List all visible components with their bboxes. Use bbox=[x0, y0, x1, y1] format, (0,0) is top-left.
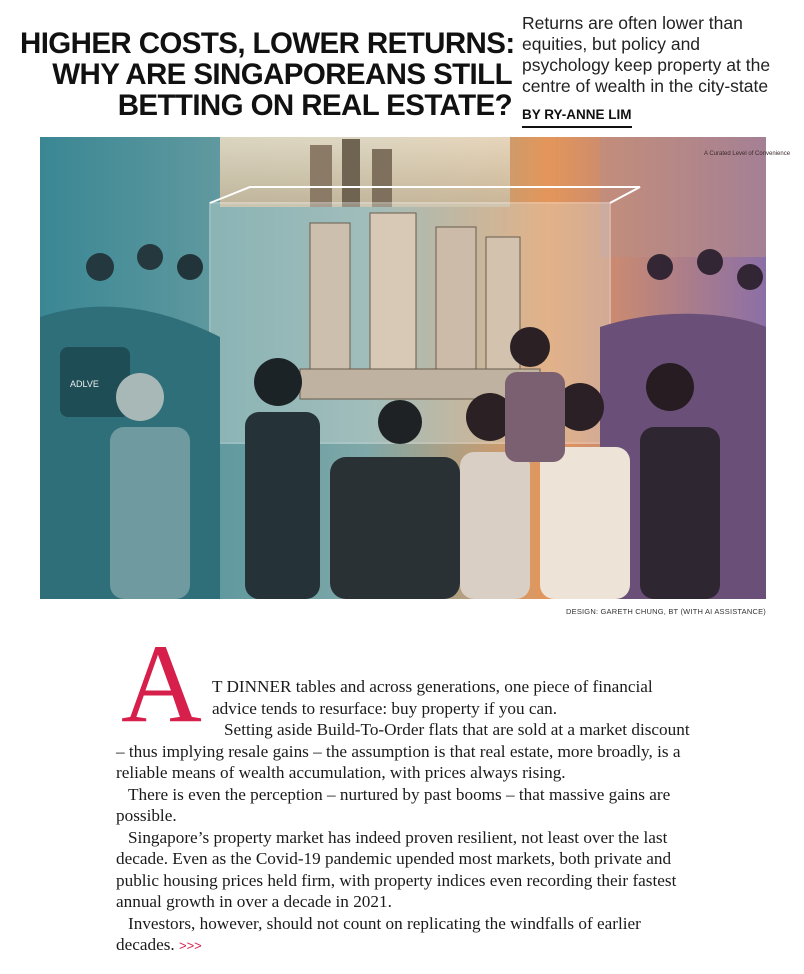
crowd-head bbox=[647, 254, 673, 280]
visitor-body bbox=[330, 457, 460, 599]
paragraph-5 bbox=[116, 913, 696, 957]
model-tower bbox=[370, 213, 416, 373]
wall-sign: A Curated Level of Convenience bbox=[704, 151, 791, 157]
illustration bbox=[40, 137, 791, 599]
model-tower bbox=[310, 223, 350, 373]
visitor-body bbox=[640, 427, 720, 599]
model-base bbox=[300, 369, 540, 399]
shirt-logo: ADLVE bbox=[70, 379, 99, 389]
paragraph-1 bbox=[116, 676, 696, 719]
headline-line-3: BETTING ON REAL ESTATE? bbox=[117, 88, 512, 122]
paragraph-3: There is even the perception – nurtured by past booms – that massive gains are possible. bbox=[116, 784, 671, 825]
crowd-head bbox=[86, 253, 114, 281]
byline: BY RY-ANNE LIM bbox=[522, 107, 632, 128]
headline bbox=[20, 26, 515, 122]
visitor-body bbox=[245, 412, 320, 599]
visitor-head bbox=[254, 358, 302, 406]
visitor-body bbox=[540, 447, 630, 599]
paragraph-2 bbox=[116, 719, 696, 784]
headline-line-2: WHY ARE SINGAPOREANS STILL bbox=[52, 57, 512, 91]
headline-line-1: HIGHER COSTS, LOWER RETURNS: bbox=[20, 26, 515, 60]
visitor-head bbox=[510, 327, 550, 367]
crowd-head bbox=[737, 264, 763, 290]
paragraph-1-line-1: T DINNER tables and across generations, one piece of financial bbox=[212, 677, 653, 696]
visitor-head bbox=[116, 373, 164, 421]
visitor-body bbox=[110, 427, 190, 599]
crowd-head bbox=[177, 254, 203, 280]
skyline-tower bbox=[372, 149, 392, 207]
paragraph-2-text: Setting aside Build-To-Order flats that are sold at a market discount – thus implying resale gains – the assumption is that real estate, more broadly, is a reliable means of wealth accumulation, with prices always rising. bbox=[116, 720, 690, 782]
skyline-window bbox=[220, 137, 510, 207]
crowd-head bbox=[137, 244, 163, 270]
image-credit: DESIGN: GARETH CHUNG, BT (WITH AI ASSISTANCE) bbox=[566, 607, 766, 616]
continue-marker[interactable]: >>> bbox=[179, 938, 202, 953]
drop-cap: A bbox=[121, 622, 202, 746]
skyline-tower bbox=[342, 139, 360, 207]
visitor-body bbox=[460, 452, 530, 599]
article-body bbox=[116, 676, 696, 957]
crowd-head bbox=[697, 249, 723, 275]
visitor-head bbox=[646, 363, 694, 411]
paragraph-1-rest: advice tends to resurface: buy property if you can. bbox=[212, 698, 558, 718]
visitor-body bbox=[505, 372, 565, 462]
visitor-head bbox=[378, 400, 422, 444]
skyline-tower bbox=[310, 145, 332, 207]
deck: Returns are often lower than equities, but policy and psychology keep property at the centre of wealth in the city-state bbox=[522, 13, 771, 96]
crowd-illustration bbox=[40, 137, 791, 599]
model-tower bbox=[436, 227, 476, 373]
paragraph-4: Singapore’s property market has indeed proven resilient, not least over the last decade. Even as the Covid-19 pandemic upended most markets, both private and public housing prices held firm, with property indices even recording their fastest annual growth in over a decade in 2021. bbox=[116, 827, 677, 911]
paragraph-5-text: Investors, however, should not count on replicating the windfalls of earlier decades. bbox=[116, 913, 641, 954]
